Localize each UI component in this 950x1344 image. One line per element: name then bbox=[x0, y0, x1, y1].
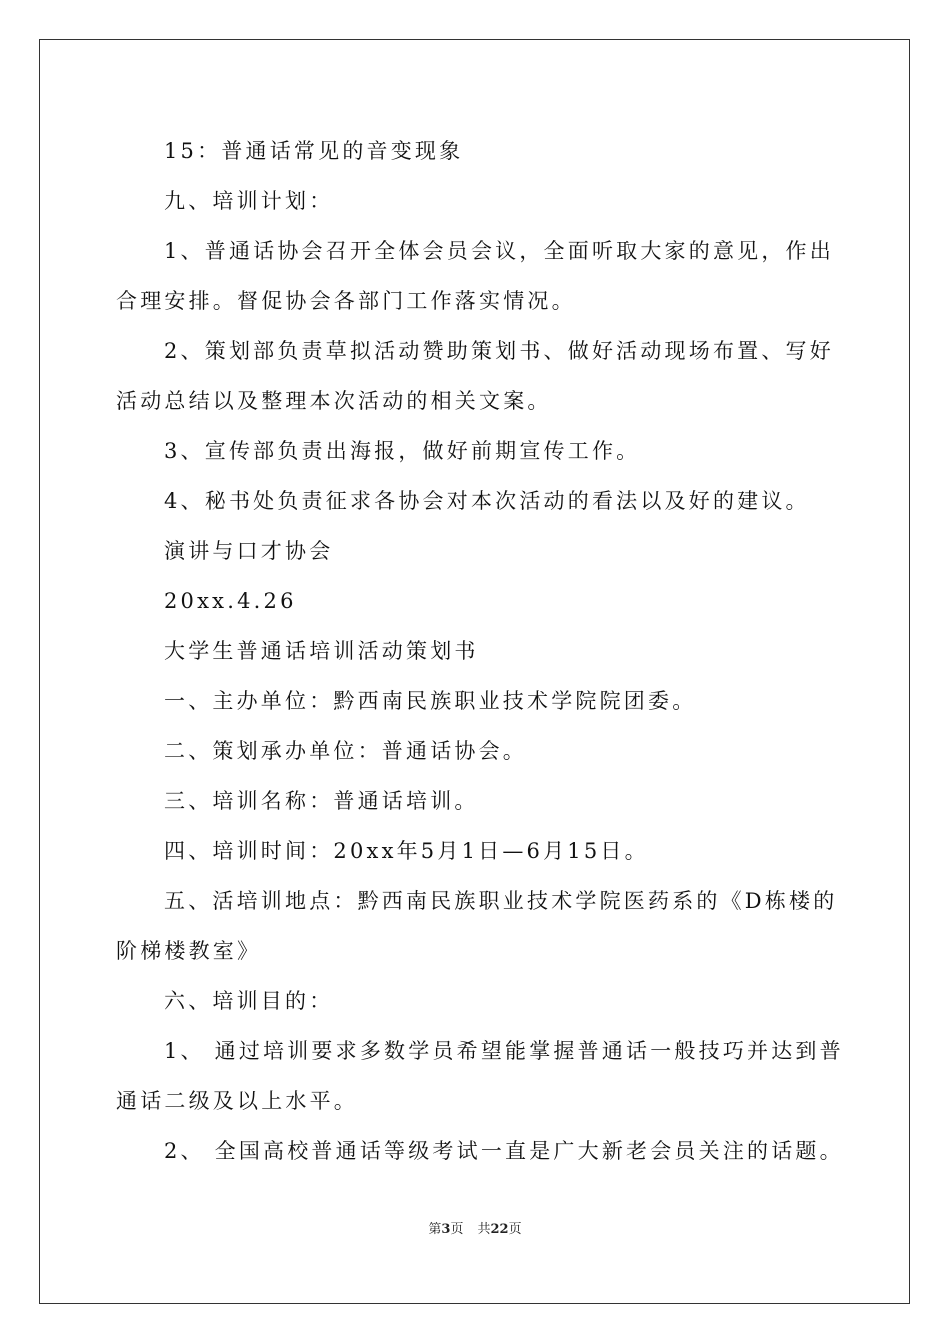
text-line: 15：普通话常见的音变现象 bbox=[164, 139, 464, 163]
page-footer bbox=[0, 1218, 950, 1237]
signature-date: 20xx.4.26 bbox=[164, 589, 297, 613]
document-body bbox=[116, 126, 844, 1176]
total-suffix: 页 bbox=[508, 1222, 522, 1237]
text-line: 通话二级及以上水平。 bbox=[116, 1089, 358, 1113]
text-line: 五、活培训地点：黔西南民族职业技术学院医药系的《D栋楼的 bbox=[164, 889, 838, 913]
text-line: 4、秘书处负责征求各协会对本次活动的看法以及好的建议。 bbox=[164, 489, 810, 513]
page-suffix: 页 bbox=[450, 1222, 464, 1237]
text-line: 一、主办单位：黔西南民族职业技术学院院团委。 bbox=[164, 689, 697, 713]
text-line: 二、策划承办单位：普通话协会。 bbox=[164, 739, 527, 763]
document-title: 大学生普通话培训活动策划书 bbox=[164, 639, 479, 663]
text-line: 合理安排。督促协会各部门工作落实情况。 bbox=[116, 289, 576, 313]
section-heading: 九、培训计划： bbox=[164, 189, 334, 213]
page-prefix: 第 bbox=[428, 1222, 442, 1237]
text-line: 1、普通话协会召开全体会员会议，全面听取大家的意见，作出 bbox=[164, 239, 834, 263]
text-line: 阶梯楼教室》 bbox=[116, 939, 262, 963]
text-line: 2、 全国高校普通话等级考试一直是广大新老会员关注的话题。 bbox=[164, 1139, 844, 1163]
page-number: 3 bbox=[441, 1222, 451, 1237]
text-line: 3、宣传部负责出海报，做好前期宣传工作。 bbox=[164, 439, 641, 463]
section-heading: 六、培训目的： bbox=[164, 989, 334, 1013]
text-line: 三、培训名称：普通话培训。 bbox=[164, 789, 479, 813]
total-pages: 22 bbox=[490, 1222, 509, 1237]
text-line: 2、策划部负责草拟活动赞助策划书、做好活动现场布置、写好 bbox=[164, 339, 834, 363]
text-line: 活动总结以及整理本次活动的相关文案。 bbox=[116, 389, 552, 413]
text-line: 四、培训时间：20xx年5月1日—6月15日。 bbox=[164, 839, 649, 863]
signature-organization: 演讲与口才协会 bbox=[164, 539, 334, 563]
total-prefix: 共 bbox=[477, 1222, 491, 1237]
text-line: 1、 通过培训要求多数学员希望能掌握普通话一般技巧并达到普 bbox=[164, 1039, 844, 1063]
